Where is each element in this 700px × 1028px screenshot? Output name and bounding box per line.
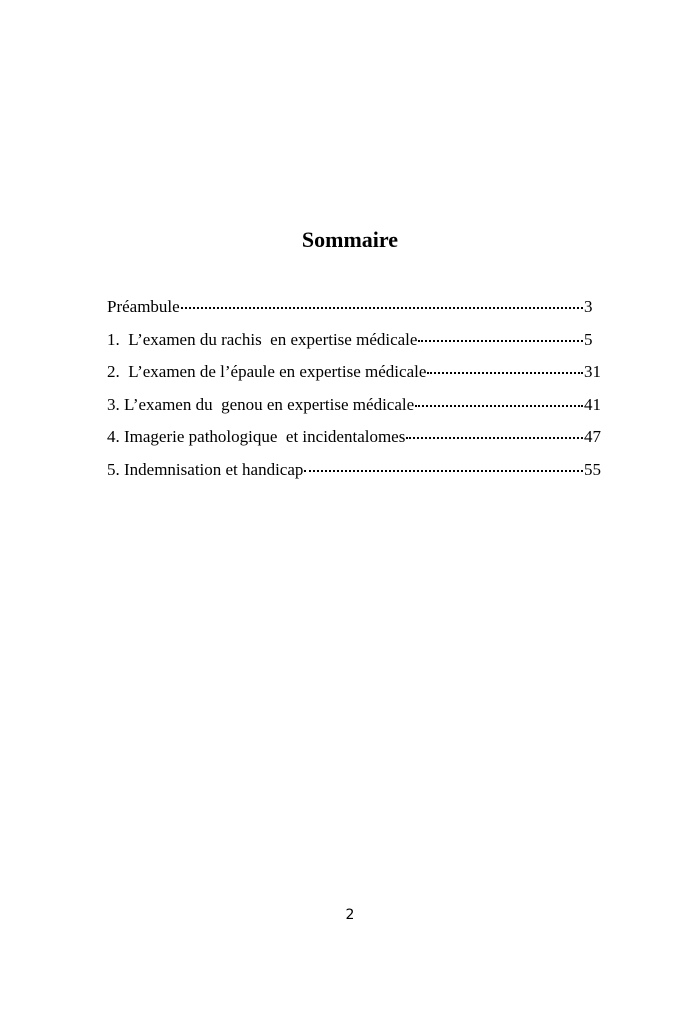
- toc-entry-page: 3: [584, 297, 593, 316]
- table-of-contents: [107, 296, 604, 491]
- toc-entry-epaule: [107, 361, 604, 394]
- dot-leader: [418, 340, 583, 342]
- toc-entry-label: 4. Imagerie pathologique et incidentalomes: [107, 427, 406, 446]
- toc-entry-page: 47: [584, 427, 601, 446]
- toc-entry-label: Préambule: [107, 297, 180, 316]
- page-number: 2: [345, 907, 355, 923]
- toc-entry-imagerie: [107, 426, 604, 459]
- toc-entry-label: 3. L’examen du genou en expertise médicale: [107, 394, 415, 414]
- toc-entry-label: 1. L’examen du rachis en expertise médicale: [107, 329, 418, 349]
- dot-leader: [181, 307, 583, 309]
- dot-leader: [406, 437, 583, 439]
- toc-entry-page: 41: [584, 394, 601, 414]
- toc-entry-indemnisation: [107, 459, 604, 492]
- toc-entry-page: 55: [584, 459, 601, 479]
- page-title: Sommaire: [301, 227, 399, 252]
- toc-entry-label: 5. Indemnisation et handicap: [107, 459, 304, 479]
- dot-leader: [304, 470, 583, 472]
- toc-entry-page: 31: [584, 362, 601, 381]
- toc-entry-preambule: [107, 296, 604, 329]
- dot-leader: [415, 405, 583, 407]
- toc-entry-rachis: [107, 329, 604, 362]
- toc-entry-page: 5: [584, 329, 593, 349]
- toc-entry-label: 2. L’examen de l’épaule en expertise médicale: [107, 362, 427, 381]
- dot-leader: [427, 372, 583, 374]
- toc-entry-genou: [107, 394, 604, 427]
